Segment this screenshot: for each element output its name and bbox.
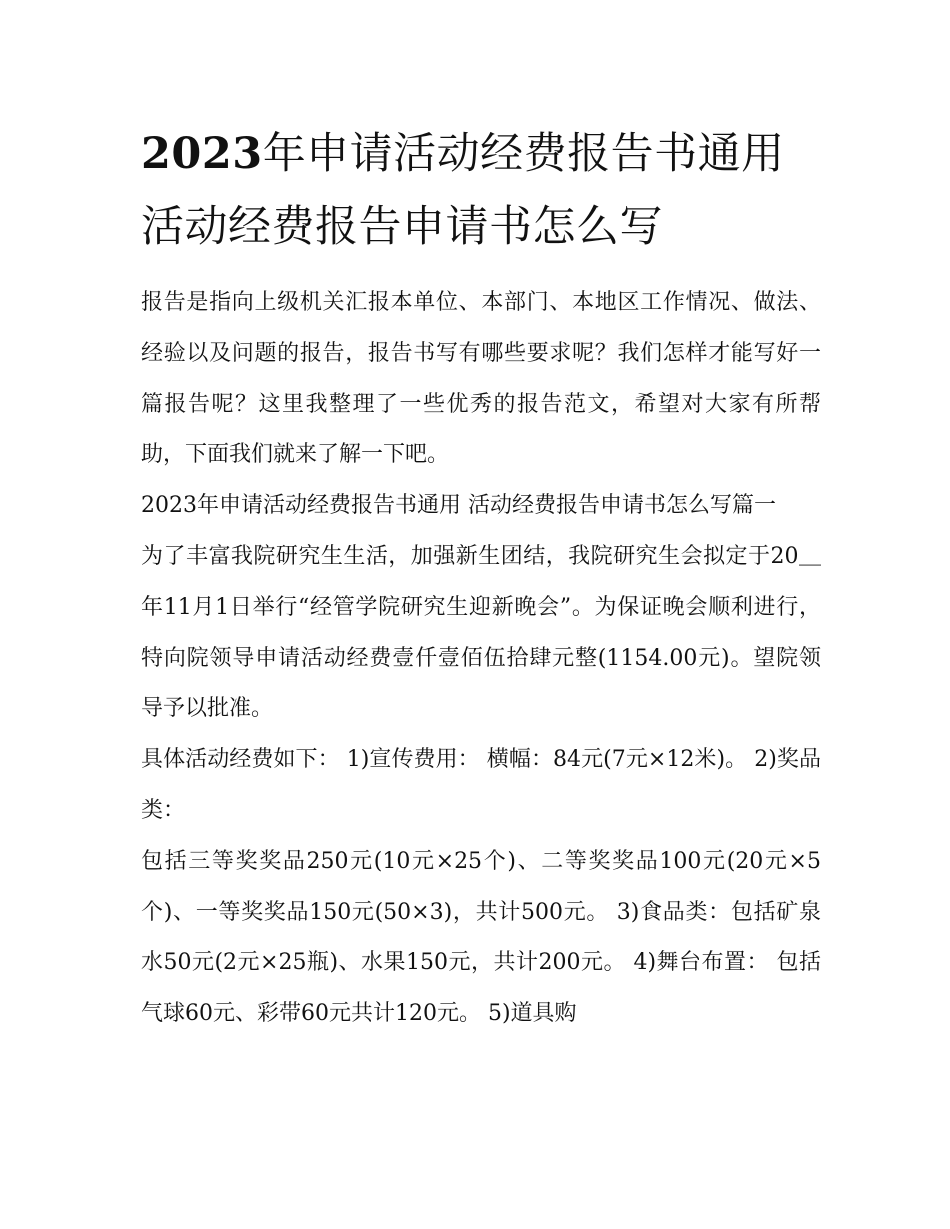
title-text: 年申请活动经费报告书通用 活动经费报告申请书怎么写 [141, 129, 785, 252]
document-title [141, 118, 821, 264]
intro-paragraph: 报告是指向上级机关汇报本单位、本部门、本地区工作情况、做法、经验以及问题的报告，报告书写有哪些要求呢？我们怎样才能写好一篇报告呢？这里我整理了一些优秀的报告范文，希望对大家有所帮助，下面我们就来了解一下吧。 [141, 290, 821, 468]
document-body [141, 278, 821, 1040]
expense-detail-paragraph: 包括三等奖奖品250元(10元×25个)、二等奖奖品100元(20元×5个)、一等奖奖品150元(50×3)，共计500元。 3)食品类：包括矿泉水50元(2元×25瓶)、水果150元，共计200元。 4)舞台布置： 包括气球60元、彩带60元共计120元。 5)道具购 [141, 848, 821, 1027]
expense-intro-paragraph: 具体活动经费如下： 1)宣传费用： 横幅：84元(7元×12米)。 2)奖品类： [141, 747, 821, 823]
title-year: 2023 [141, 129, 263, 179]
section-heading: 2023年申请活动经费报告书通用 活动经费报告申请书怎么写篇一 [141, 493, 776, 519]
request-paragraph: 为了丰富我院研究生生活，加强新生团结，我院研究生会拟定于20＿年11月1日举行“经管学院研究生迎新晚会”。为保证晚会顺利进行，特向院领导申请活动经费壹仟壹佰伍拾肆元整(1154.00元)。望院领导予以批准。 [141, 543, 821, 722]
